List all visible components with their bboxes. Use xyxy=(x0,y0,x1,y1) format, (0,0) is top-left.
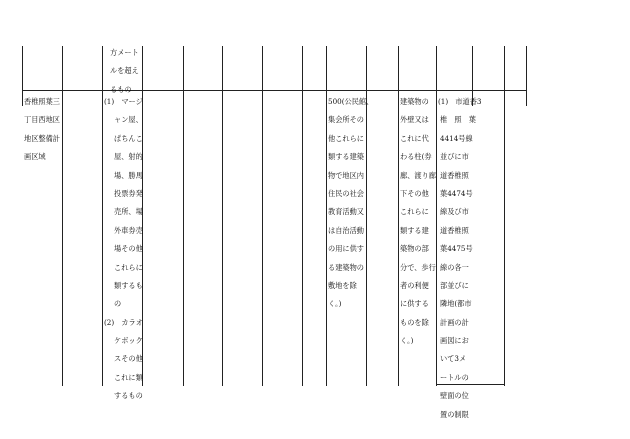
text-line: ャン屋、 xyxy=(114,115,143,125)
text-line: 類する建築 xyxy=(328,152,364,162)
text-line: 画区域 xyxy=(24,152,46,162)
text-line: ものを除 xyxy=(400,317,429,327)
table-column-border xyxy=(526,46,527,106)
text-line: 隣地(都市 xyxy=(440,299,472,309)
text-line: は自治活動 xyxy=(328,225,364,235)
text-line: く。) xyxy=(400,336,414,346)
text-line: これらに xyxy=(114,262,143,272)
top-cell-continuation xyxy=(110,44,139,99)
text-line: わる柱(券 xyxy=(400,152,432,162)
text-line: 売所、場 xyxy=(114,207,143,217)
table-column-border xyxy=(183,46,184,106)
text-line: ケボック xyxy=(114,336,143,346)
wall-position-limit-cell xyxy=(438,93,482,424)
text-line: (2) カラオ xyxy=(104,317,143,327)
text-line: するもの xyxy=(114,391,143,401)
area-name-cell xyxy=(24,93,60,167)
text-line: ぱちんこ xyxy=(114,133,143,143)
text-line: 丁目西地区 xyxy=(24,115,60,125)
text-line: これに類 xyxy=(114,372,143,382)
wall-setback-cell xyxy=(400,93,436,350)
text-line: 外車券売 xyxy=(114,225,143,235)
text-line: 類するも xyxy=(114,280,143,290)
text-line: 教育活動又 xyxy=(328,207,364,217)
restricted-uses-cell xyxy=(104,93,143,406)
text-line: 敷地を除 xyxy=(328,280,357,290)
text-line: ルを超え xyxy=(110,66,139,76)
text-line: 他これらに xyxy=(328,133,364,143)
text-line: 分で、歩行 xyxy=(400,262,436,272)
text-line: (1) マージ xyxy=(104,97,143,106)
text-line: る建築物の xyxy=(328,262,364,272)
text-line: 屋、射的 xyxy=(114,152,143,162)
table-column-border xyxy=(183,106,184,386)
text-line: 外壁又は xyxy=(400,115,429,125)
text-line: く。) xyxy=(328,299,342,309)
text-line: 物で地区内 xyxy=(328,170,364,180)
text-line: 住民の社会 xyxy=(328,188,364,198)
floor-area-limit-cell xyxy=(328,93,373,314)
text-line: 廊、渡り廊 xyxy=(400,170,436,180)
table-column-border xyxy=(326,46,327,106)
table-column-border xyxy=(222,106,223,386)
text-line: 道香椎照 xyxy=(440,225,469,235)
text-line: 者の利便 xyxy=(400,280,429,290)
table-column-border xyxy=(62,46,63,106)
table-column-border xyxy=(62,106,63,386)
text-line: 香椎照葉三 xyxy=(24,97,60,106)
text-line: に供する xyxy=(400,299,429,309)
text-line: の xyxy=(114,299,122,309)
text-line: スその他 xyxy=(114,354,143,364)
text-line: 葉4475号 xyxy=(440,244,473,254)
text-line: 道香椎照 xyxy=(440,170,469,180)
text-line: 並びに市 xyxy=(440,152,469,162)
table-column-border xyxy=(302,46,303,106)
text-line: 線の各一 xyxy=(440,262,469,272)
text-line: 葉4474号 xyxy=(440,188,473,198)
text-line: 線及び市 xyxy=(440,207,469,217)
table-column-border xyxy=(302,106,303,386)
table-column-border xyxy=(504,46,505,106)
text-line: 画図にお xyxy=(440,336,469,346)
text-line: 椎 照 葉 xyxy=(440,115,476,125)
table-column-border xyxy=(22,46,23,106)
text-line: ートルの xyxy=(440,372,469,382)
text-line: 方メート xyxy=(110,48,139,57)
text-line: 場、勝馬 xyxy=(114,170,143,180)
table-column-border xyxy=(436,46,437,106)
text-line: 壁面の位 xyxy=(440,391,469,401)
text-line: (1) 市道香3 xyxy=(438,97,482,106)
table-column-border xyxy=(326,106,327,386)
text-line: 下その他 xyxy=(400,188,429,198)
text-line: 地区整備計 xyxy=(24,133,60,143)
text-line: 築物の部 xyxy=(400,244,429,254)
text-line: 置の制限 xyxy=(440,409,469,419)
text-line: 集会所その xyxy=(328,115,364,125)
table-column-border xyxy=(262,106,263,386)
text-line: るもの xyxy=(110,84,132,94)
text-line: いて3メ xyxy=(440,354,467,364)
table-column-border xyxy=(222,46,223,106)
table-column-border xyxy=(262,46,263,106)
text-line: 投票券発 xyxy=(114,188,143,198)
text-line: 建築物の xyxy=(400,97,429,106)
text-line: 類する建 xyxy=(400,225,429,235)
text-line: 部並びに xyxy=(440,280,469,290)
text-line: の用に供す xyxy=(328,244,364,254)
table-column-border xyxy=(102,106,103,386)
text-line: これらに xyxy=(400,207,429,217)
table-column-border xyxy=(398,46,399,106)
table-column-border xyxy=(102,46,103,106)
text-line: 500(公民館、 xyxy=(328,97,374,106)
table-column-border xyxy=(398,106,399,386)
table-column-border xyxy=(436,106,437,386)
text-line: これに代 xyxy=(400,133,429,143)
text-line: 計画の計 xyxy=(440,317,469,327)
text-line: 場その他 xyxy=(114,244,143,254)
text-line: 4414号線 xyxy=(440,133,473,143)
table-row-border xyxy=(22,90,526,91)
table-column-border xyxy=(504,106,505,386)
